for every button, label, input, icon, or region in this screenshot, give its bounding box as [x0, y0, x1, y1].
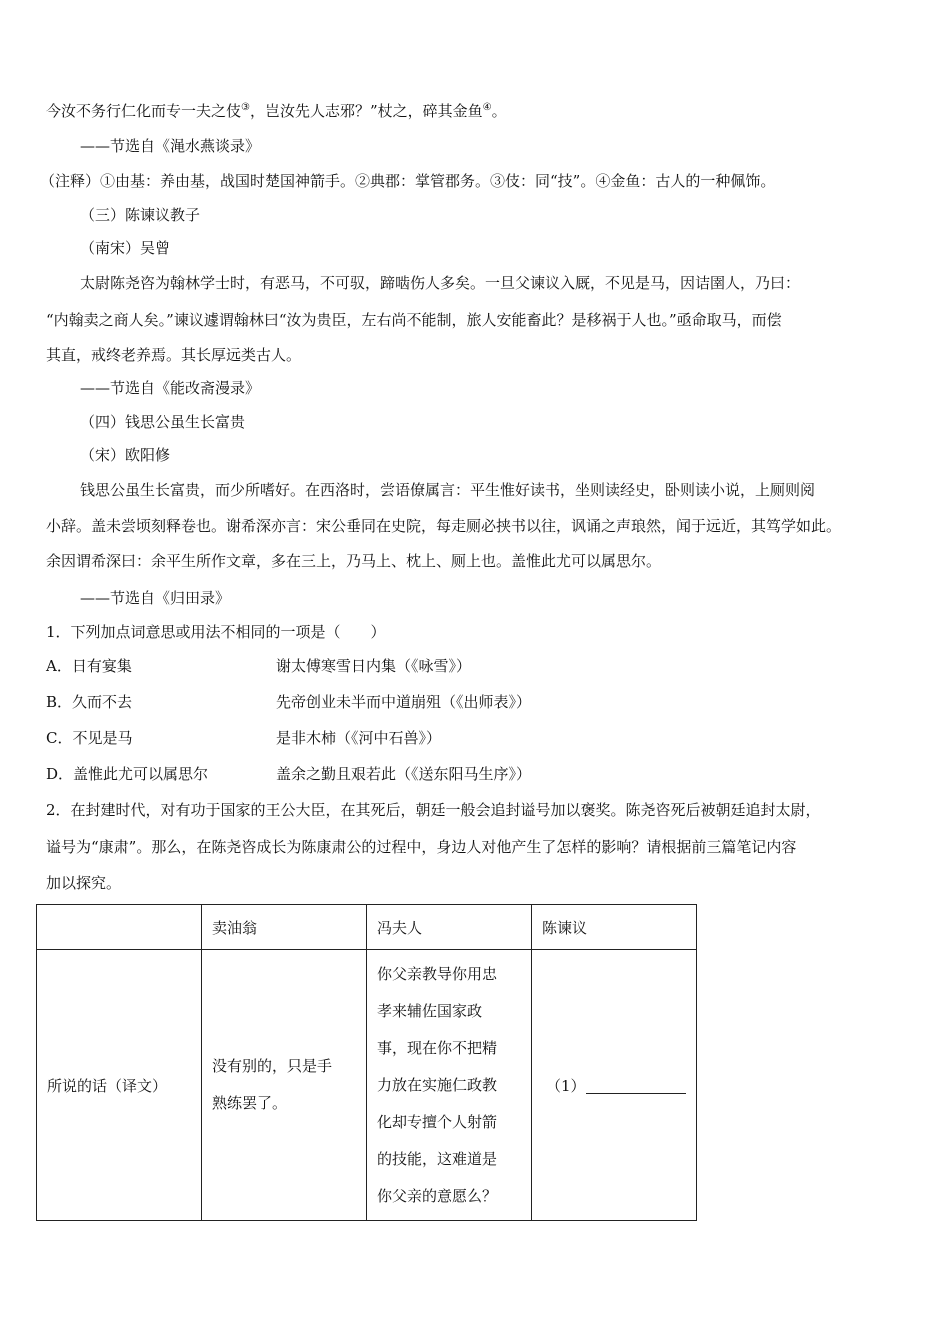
question-1-stem: 1．下列加点词意思或用法不相同的一项是（ ）: [46, 623, 386, 641]
cell-line: 的技能，这难道是: [377, 1149, 498, 1168]
question-2-line: 谥号为“康肃”。那么，在陈尧咨成长为陈康肃公的过程中，身边人对他产生了怎样的影响？请根据前三篇笔记内容: [46, 838, 797, 856]
footnote-mark: ③: [241, 102, 250, 113]
table-row: [37, 950, 697, 1221]
passage-line: 小辞。盖未尝顷刻释卷也。谢希深亦言：宋公垂同在史院，每走厕必挟书以往，讽诵之声琅然，闻于远近，其笃学如此。: [46, 517, 842, 535]
text-span: 。: [491, 102, 507, 120]
passage-line: 其直，戒终老养焉。其长厚远类古人。: [46, 346, 302, 364]
section-heading: （三）陈谏议教子: [80, 206, 201, 224]
passage-line: “内翰卖之商人矣。”谏议遽谓翰林曰“汝为贵臣，左右尚不能制，旅人安能畜此？是移祸于人也。”亟命取马，而偿: [46, 311, 782, 329]
cell-line: 孝来辅佐国家政: [377, 1001, 483, 1020]
passage-line: 钱思公虽生长富贵，而少所嗜好。在西洛时，尝语僚属言：平生惟好读书，坐则读经史，卧则读小说，上厕则阅: [80, 481, 816, 499]
cell-line: 力放在实施仁政教: [377, 1075, 498, 1094]
option-c-right: 是非木柿（《河中石兽》）: [276, 729, 442, 747]
cell-line: 你父亲的意愿么？: [377, 1186, 498, 1205]
option-d-left: D．盖惟此尤可以属思尔: [46, 765, 209, 783]
source-citation: ——节选自《渑水燕谈录》: [80, 137, 261, 155]
footnote-mark: ④: [482, 102, 492, 113]
section-heading: （四）钱思公虽生长富贵: [80, 413, 246, 431]
text-span: 今汝不务行仁化而专一夫之伎: [46, 102, 242, 120]
passage-line: 余因谓希深曰：余平生所作文章，多在三上，乃马上、枕上、厕上也。盖惟此尤可以属思尔。: [46, 552, 662, 570]
cell-line: 熟练罢了。: [212, 1094, 288, 1112]
option-b-left: B．久而不去: [46, 693, 133, 711]
answer-blank[interactable]: [586, 1079, 686, 1094]
passage-line: 太尉陈尧咨为翰林学士时，有恶马，不可驭，蹄啮伤人多矣。一旦父谏议入厩，不见是马，因诘圉人，乃曰：: [80, 274, 801, 292]
cell-line: 事，现在你不把精: [377, 1038, 498, 1057]
row-label: 所说的话（译文）: [37, 950, 202, 1221]
source-citation: ——节选自《能改斋漫录》: [80, 379, 261, 397]
cell-line: 没有别的，只是手: [212, 1057, 333, 1075]
annotation-note: （注释）①由基：养由基，战国时楚国神箭手。②典郡：掌管郡务。③伎：同“技”。④金鱼：古人的一种佩饰。: [40, 172, 776, 190]
section-author: （南宋）吴曾: [80, 239, 171, 257]
option-d-right: 盖余之勤且艰若此（《送东阳马生序》）: [276, 765, 532, 783]
cell-line: 化却专擅个人射箭: [377, 1112, 498, 1131]
text-span: ，岂汝先人志邪？”杖之，碎其金鱼: [249, 102, 483, 120]
blank-label: （1）: [546, 1076, 586, 1095]
table-header-row: [37, 905, 697, 950]
cell-line: 你父亲教导你用忠: [377, 964, 498, 983]
option-c-left: C．不见是马: [46, 729, 133, 747]
table-header-cell: 卖油翁: [202, 905, 367, 950]
table-cell-maiyouweng: [202, 950, 367, 1221]
table-cell-chenjianyi: [532, 950, 697, 1221]
option-a-right: 谢太傅寒雪日内集（《咏雪》）: [276, 657, 472, 675]
table-cell-fengfuren: [367, 950, 532, 1221]
passage-line: [46, 101, 507, 121]
source-citation: ——节选自《归田录》: [80, 589, 231, 607]
option-b-right: 先帝创业未半而中道崩殂（《出师表》）: [276, 693, 532, 711]
section-author: （宋）欧阳修: [80, 446, 171, 464]
question-2-line: 2．在封建时代，对有功于国家的王公大臣，在其死后，朝廷一般会追封谥号加以褒奖。陈尧咨死后被朝廷追封太尉，: [46, 801, 821, 819]
question-2-line: 加以探究。: [46, 874, 122, 892]
answer-table: [36, 904, 697, 1221]
table-header-cell: 陈谏议: [532, 905, 697, 950]
table-header-cell: [37, 905, 202, 950]
table-header-cell: 冯夫人: [367, 905, 532, 950]
option-a-left: A．日有宴集: [46, 657, 132, 675]
